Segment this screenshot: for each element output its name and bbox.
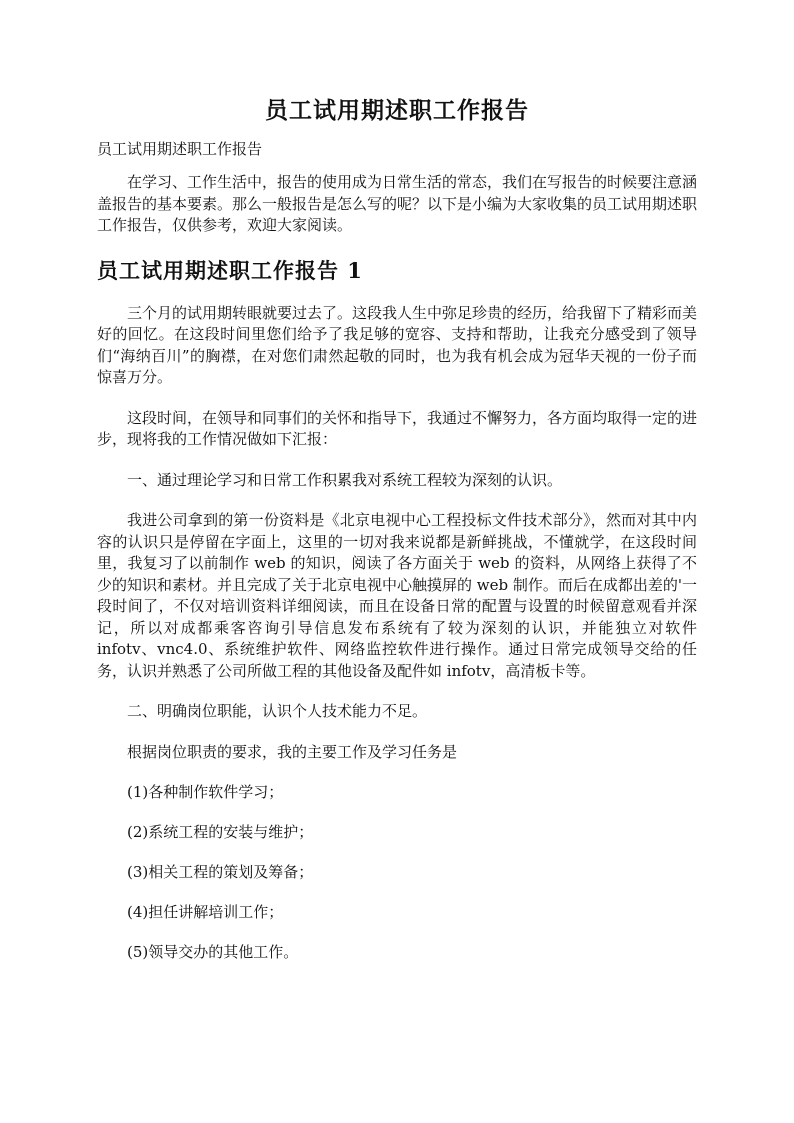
section-point-2: 二、明确岗位职能，认识个人技术能力不足。 [127,702,428,720]
intro-paragraph: 在学习、工作生活中，报告的使用成为日常生活的常态，我们在写报告的时候要注意涵盖报告的基本要素。那么一般报告是怎么写的呢？以下是小编为大家收集的员工试用期述职工作报告，仅供参考，欢迎大家阅读。 [97,173,698,234]
list-item: (2)系统工程的安装与维护； [127,823,314,841]
list-item: (1)各种制作软件学习； [127,783,284,801]
document-title: 员工试用期述职工作报告 [265,97,529,124]
body-paragraph-4: 根据岗位职责的要求，我的主要工作及学习任务是 [127,742,458,761]
body-paragraph-3: 我进公司拿到的第一份资料是《北京电视中心工程投标文件技术部分》，然而对其中内容的认识只是停留在字面上，这里的一切对我来说都是新鲜挑战，不懂就学，在这段时间里，我复习了以前制作 web 的知识，阅读了各方面关于 web 的资料，从网络上获得了不少的知识和素材。并且完成了关于北京电视中心触摸屏的 web 制作。而后在成都出差的'一段时间了，不仅对培训资料详细阅读，而且在设备日常的配置与设置的时候留意观看并深记，所以对成都乘客咨询引导信息发布系统有了较为深刻的认识，并能独立对软件 infotv、vnc4.0、系统维护软件、网络监控软件进行操作。通过日常完成领导交给的任务，认识并熟悉了公司所做工程的其他设备及配件如 infotv，高清板卡等。 [97,511,697,680]
body-paragraph-1: 三个月的试用期转眼就要过去了。这段我人生中弥足珍贵的经历，给我留下了精彩而美好的回忆。在这段时间里您们给予了我足够的宽容、支持和帮助，让我充分感受到了领导们“海纳百川”的胸襟，在对您们肃然起敬的同时，也为我有机会成为冠华天视的一份子而惊喜万分。 [97,303,698,386]
body-paragraph-2: 这段时间，在领导和同事们的关怀和指导下，我通过不懈努力，各方面均取得一定的进步，现将我的工作情况做如下汇报： [97,408,698,448]
list-item: (3)相关工程的策划及筹备； [127,863,314,881]
document-subtitle: 员工试用期述职工作报告 [97,140,263,158]
section-heading: 员工试用期述职工作报告 1 [97,257,363,283]
list-item: (5)领导交办的其他工作。 [127,943,299,961]
list-item: (4)担任讲解培训工作； [127,903,284,921]
section-point-1: 一、通过理论学习和日常工作积累我对系统工程较为深刻的认识。 [127,470,563,489]
